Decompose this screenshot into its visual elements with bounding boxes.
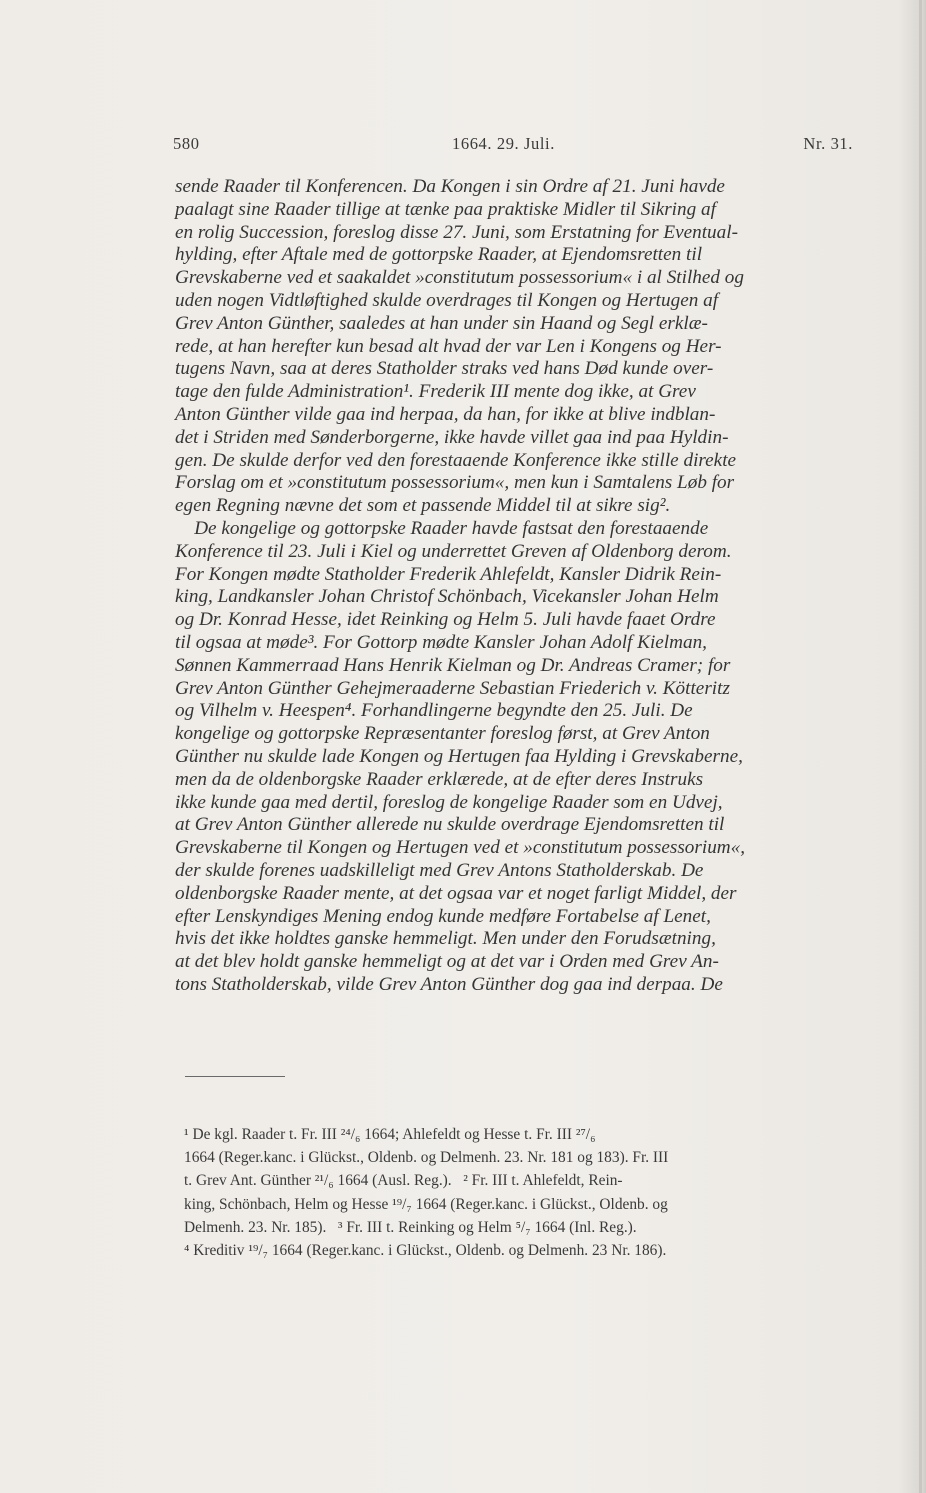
footnotes (184, 1123, 864, 1262)
text-line: at Grev Anton Günther allerede nu skulde overdrage Ejendomsretten til (175, 814, 725, 836)
footnote-line: 1664 (Reger.kanc. i Glückst., Oldenb. og Delmenh. 23. Nr. 181 og 183). Fr. III (184, 1149, 669, 1167)
text-line: egen Regning nævne det som et passende Middel til at sikre sig². (175, 495, 671, 517)
text-line: men da de oldenborgske Raader erklærede, at de efter deres Instruks (175, 768, 704, 790)
text-line: at det blev holdt ganske hemmeligt og at det var i Orden med Grev An- (175, 951, 719, 973)
text-line: der skulde forenes uadskilleligt med Grev Antons Statholderskab. De (175, 859, 704, 881)
page-edge (919, 0, 922, 1493)
text-line: det i Striden med Sønderborgerne, ikke havde villet gaa ind paa Hyldin- (175, 426, 729, 448)
footnote-line: ⁴ Kreditiv ¹⁹/₇ 1664 (Reger.kanc. i Glückst., Oldenb. og Delmenh. 23 Nr. 186). (184, 1241, 667, 1259)
text-line: tugens Navn, saa at deres Statholder straks ved hans Død kunde over- (175, 358, 714, 380)
text-line: king, Landkansler Johan Christof Schönbach, Vicekansler Johan Helm (175, 586, 719, 608)
text-line: gen. De skulde derfor ved den forestaaende Konference ikke stille direkte (175, 449, 737, 471)
text-line: tage den fulde Administration¹. Frederik III mente dog ikke, at Grev (175, 381, 696, 403)
text-line: Günther nu skulde lade Kongen og Hertugen faa Hylding i Grevskaberne, (175, 745, 743, 767)
text-line: Konference til 23. Juli i Kiel og underrettet Greven af Oldenborg derom. (175, 540, 732, 562)
text-line: oldenborgske Raader mente, at det ogsaa var et noget farligt Middel, der (175, 882, 737, 904)
text-line: Grevskaberne til Kongen og Hertugen ved et »constitutum possessorium«, (175, 837, 746, 859)
text-line: ikke kunde gaa med dertil, foreslog de kongelige Raader som en Udvej, (175, 791, 723, 813)
text-line: kongelige og gottorpske Repræsentanter foreslog først, at Grev Anton (175, 723, 710, 745)
footnote-line: Delmenh. 23. Nr. 185). ³ Fr. III t. Reinking og Helm ⁵/₇ 1664 (Inl. Reg.). (184, 1218, 637, 1236)
body-text (175, 176, 865, 997)
text-line: og Dr. Konrad Hesse, idet Reinking og Helm 5. Juli havde faaet Ordre (175, 609, 716, 631)
text-line: For Kongen mødte Statholder Frederik Ahlefeldt, Kansler Didrik Rein- (175, 563, 722, 585)
footnote-line: king, Schönbach, Helm og Hesse ¹⁹/₇ 1664 (Reger.kanc. i Glückst., Oldenb. og (184, 1195, 668, 1213)
running-header (173, 134, 853, 156)
text-line: Grev Anton Günther, saaledes at han under sin Haand og Segl erklæ- (175, 312, 708, 334)
text-line: efter Lenskyndiges Mening endog kunde medføre Fortabelse af Lenet, (175, 905, 711, 927)
document-number: Nr. 31. (803, 134, 853, 153)
text-line: hvis det ikke holdtes ganske hemmeligt. Men under den Forudsætning, (175, 928, 716, 950)
text-line: tons Statholderskab, vilde Grev Anton Günther dog gaa ind derpaa. De (175, 973, 723, 995)
text-line: Anton Günther vilde gaa ind herpaa, da han, for ikke at blive indblan- (175, 403, 716, 425)
text-line: og Vilhelm v. Heespen⁴. Forhandlingerne begyndte den 25. Juli. De (175, 700, 693, 722)
text-line: De kongelige og gottorpske Raader havde fastsat den forestaaende (175, 517, 709, 539)
text-line: paalagt sine Raader tillige at tænke paa praktiske Midler til Sikring af (175, 198, 716, 220)
page-number: 580 (173, 134, 200, 153)
footnote-separator (185, 1076, 285, 1077)
footnote-line: ¹ De kgl. Raader t. Fr. III ²⁴/₆ 1664; Ahlefeldt og Hesse t. Fr. III ²⁷/₆ (184, 1126, 596, 1143)
header-date: 1664. 29. Juli. (452, 134, 555, 153)
text-line: Grev Anton Günther Gehejmeraaderne Sebastian Friederich v. Kötteritz (175, 677, 730, 699)
text-line: til ogsaa at møde³. For Gottorp mødte Kansler Johan Adolf Kielman, (175, 631, 707, 653)
text-line: en rolig Succession, foreslog disse 27. Juni, som Erstatning for Eventual- (175, 221, 738, 243)
text-line: Grevskaberne ved et saakaldet »constitutum possessorium« i al Stilhed og (175, 267, 744, 289)
text-line: rede, at han herefter kun besad alt hvad der var Len i Kongens og Her- (175, 335, 722, 357)
text-line: uden nogen Vidtløftighed skulde overdrages til Kongen og Hertugen af (175, 289, 719, 311)
text-line: Forslag om et »constitutum possessorium«, men kun i Samtalens Løb for (175, 472, 735, 494)
footnote-line: t. Grev Ant. Günther ²¹/₆ 1664 (Ausl. Reg.). ² Fr. III t. Ahlefeldt, Rein- (184, 1172, 623, 1190)
text-line: hylding, efter Aftale med de gottorpske Raader, at Ejendomsretten til (175, 244, 703, 266)
text-line: Sønnen Kammerraad Hans Henrik Kielman og Dr. Andreas Cramer; for (175, 654, 731, 676)
text-line: sende Raader til Konferencen. Da Kongen i sin Ordre af 21. Juni havde (175, 176, 725, 197)
